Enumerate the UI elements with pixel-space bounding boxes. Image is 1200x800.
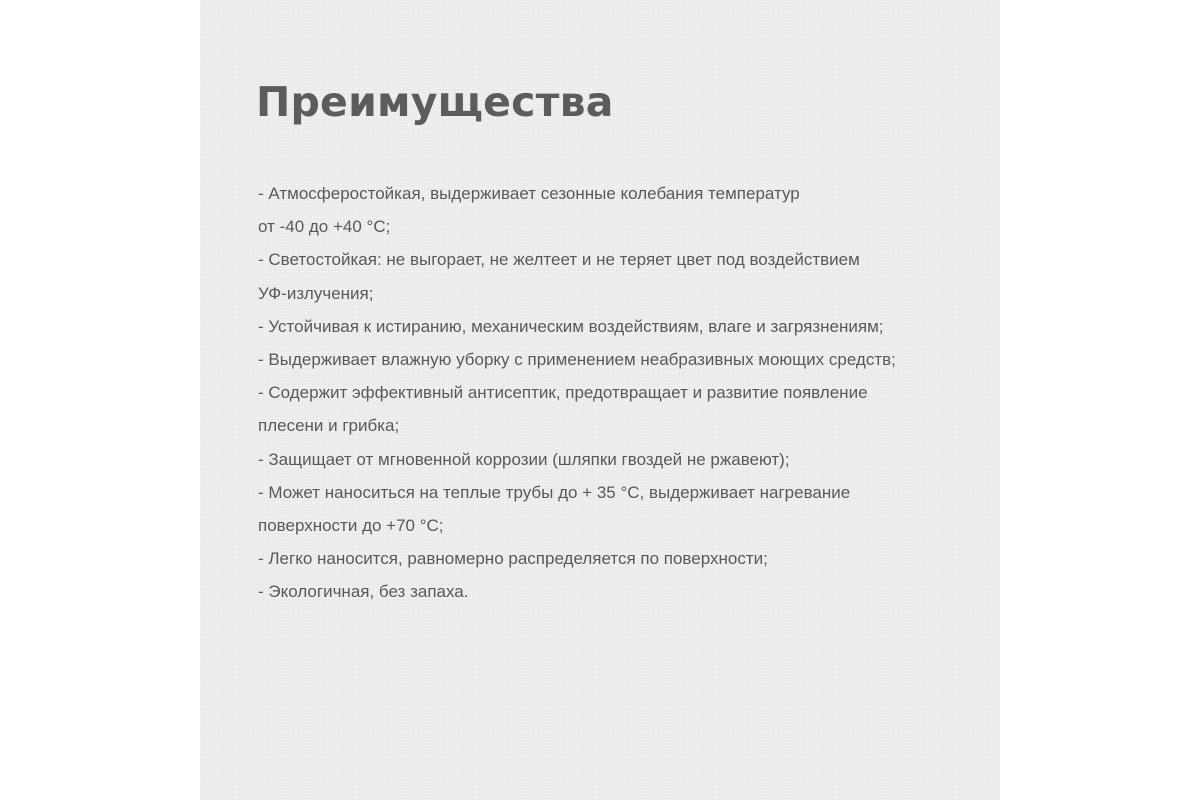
- advantages-title: Преимущества: [256, 78, 614, 126]
- advantages-line-10: - Может наноситься на теплые трубы до + 35 °С, выдерживает нагревание: [258, 482, 851, 502]
- advantages-line-13: - Экологичная, без запаха.: [258, 582, 469, 602]
- advantages-line-2: от -40 до +40 °С;: [258, 217, 391, 237]
- advantages-line-7: - Содержит эффективный антисептик, предотвращает и развитие появление: [258, 383, 868, 403]
- advantages-line-12: - Легко наносится, равномерно распределяется по поверхности;: [258, 549, 768, 569]
- advantages-line-4: УФ-излучения;: [258, 283, 374, 303]
- advantages-line-11: поверхности до +70 °С;: [258, 515, 444, 535]
- advantages-line-8: плесени и грибка;: [258, 416, 400, 436]
- advantages-line-5: - Устойчивая к истиранию, механическим воздействиям, влаге и загрязнениям;: [258, 316, 884, 336]
- advantages-card: [200, 0, 1000, 800]
- advantages-line-9: - Защищает от мгновенной коррозии (шляпки гвоздей не ржавеют);: [258, 449, 790, 469]
- advantages-list: [258, 177, 988, 608]
- advantages-line-3: - Светостойкая: не выгорает, не желтеет и не теряет цвет под воздействием: [258, 250, 860, 270]
- advantages-line-6: - Выдерживает влажную уборку с применением неабразивных моющих средств;: [258, 349, 896, 369]
- advantages-line-1: - Атмосферостойкая, выдерживает сезонные колебания температур: [258, 184, 800, 203]
